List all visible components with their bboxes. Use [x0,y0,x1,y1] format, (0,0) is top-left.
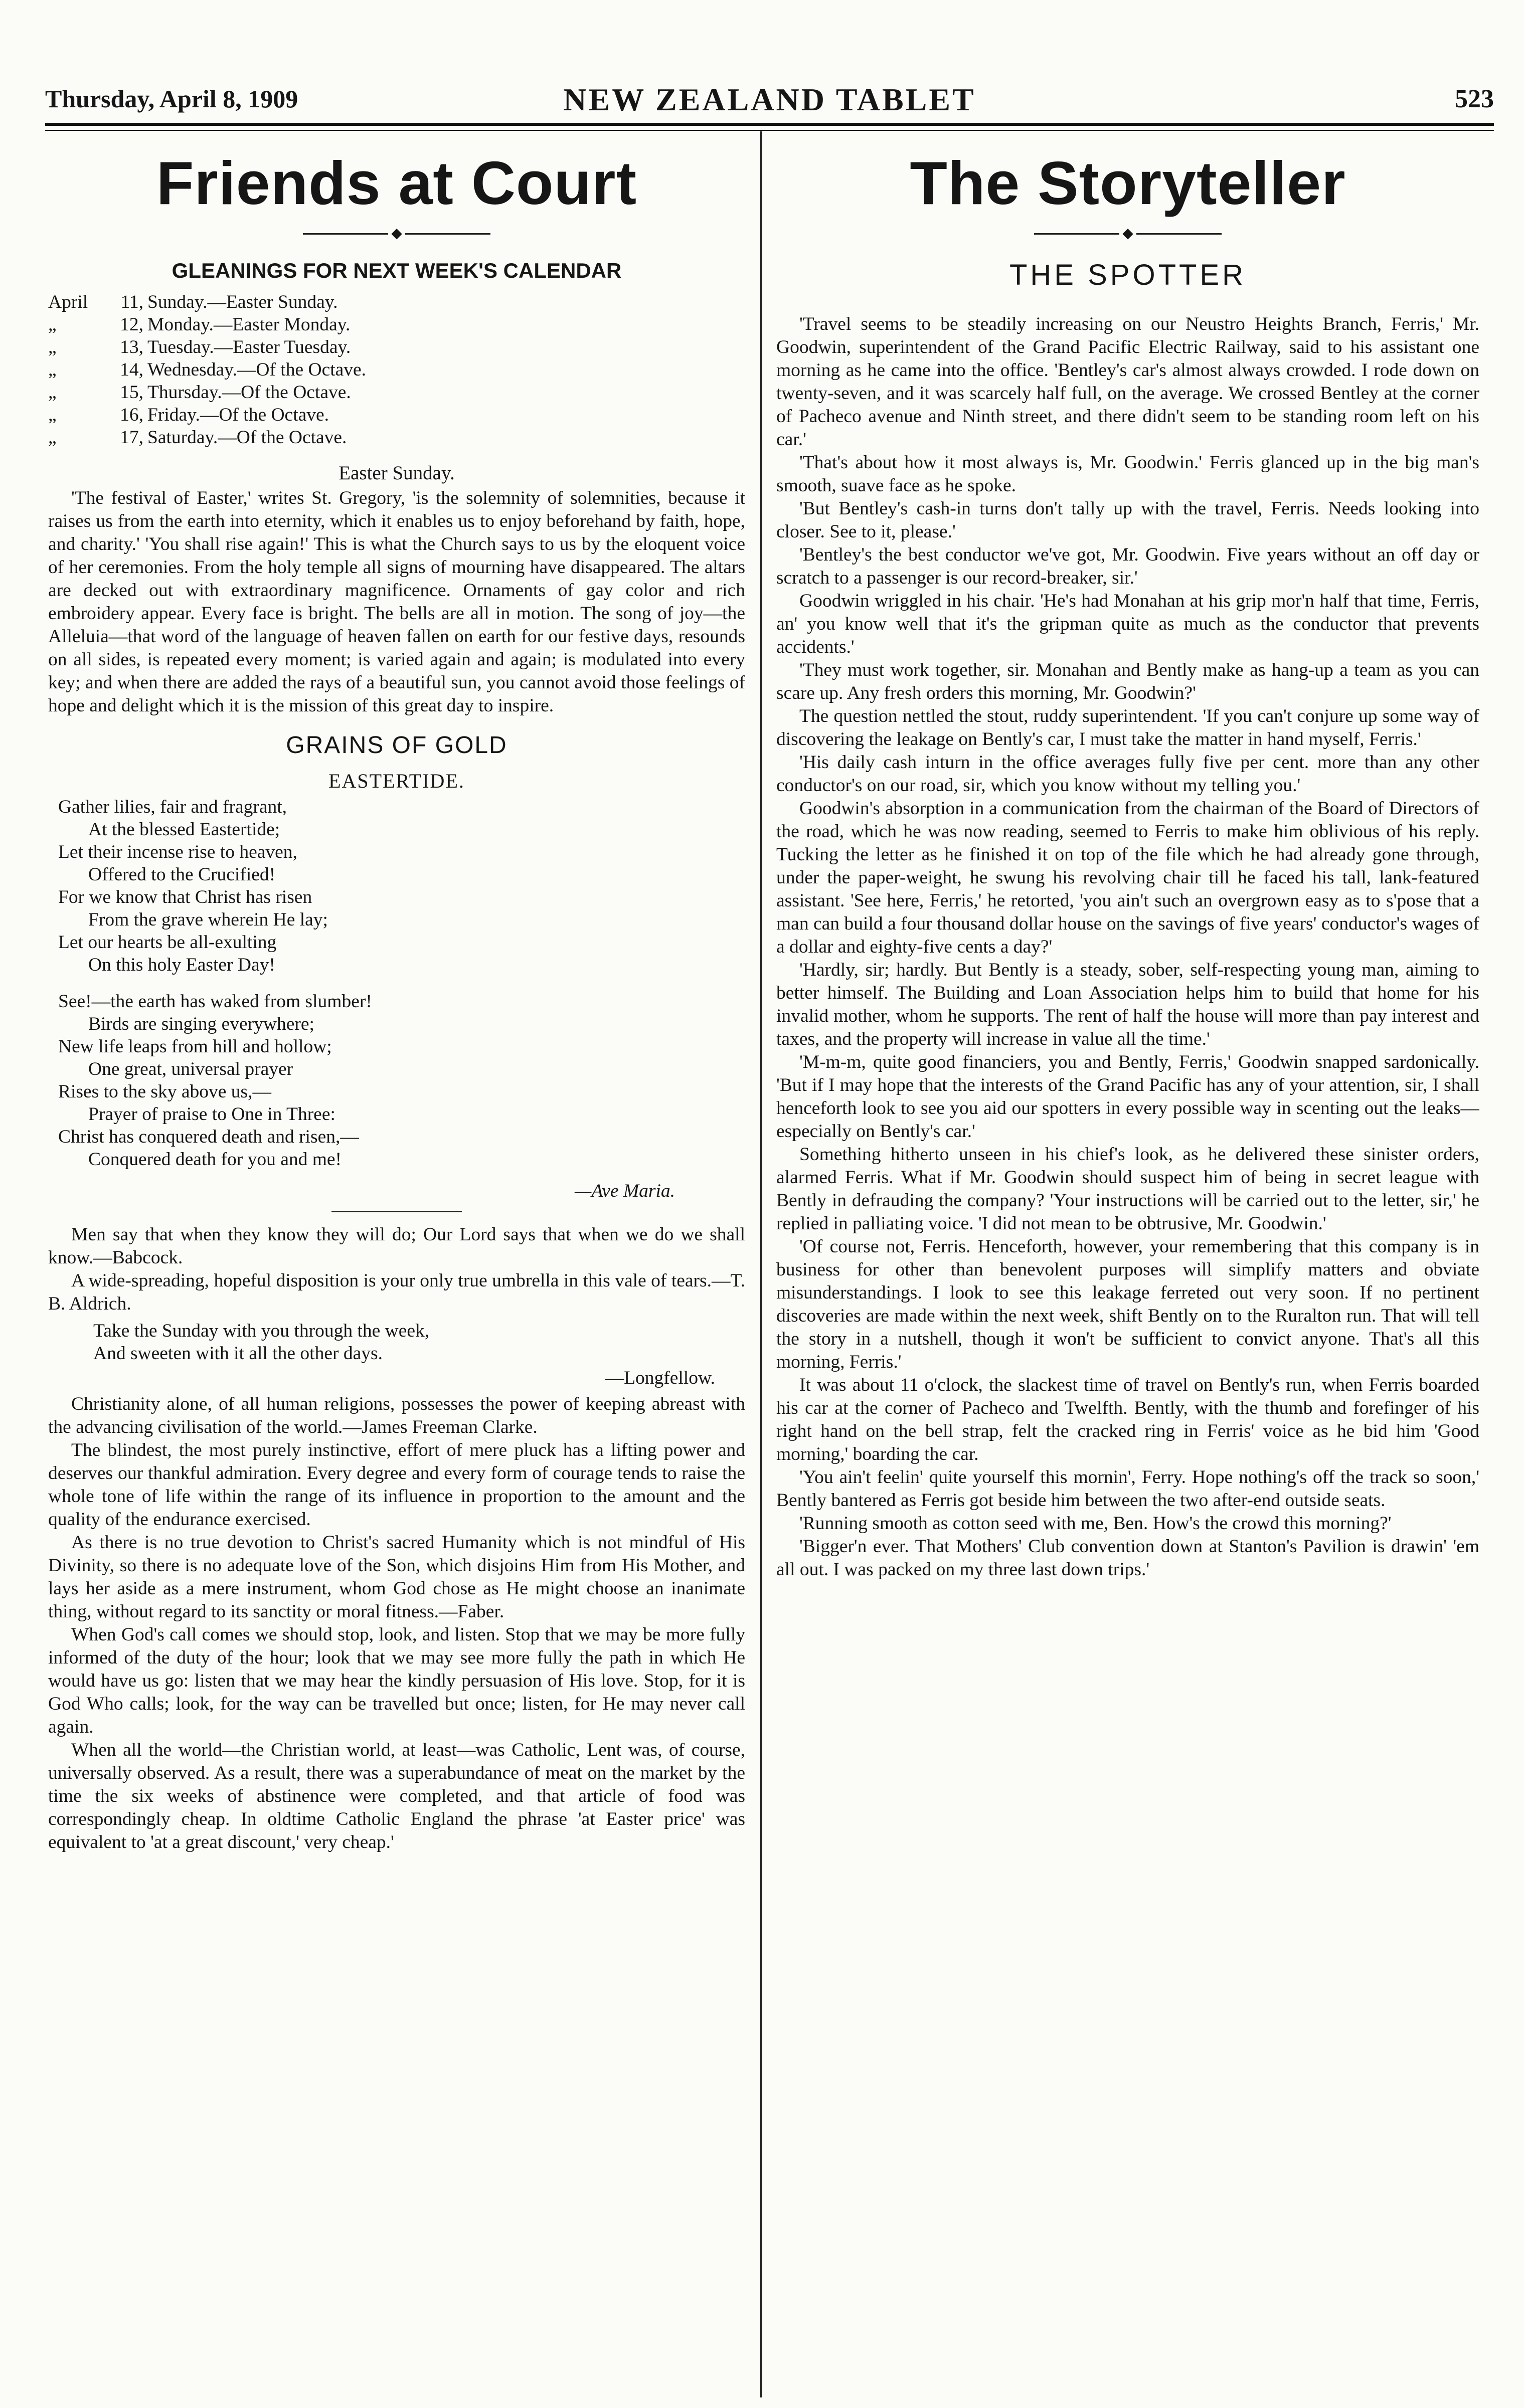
story-paragraph: 'You ain't feelin' quite yourself this mornin', Ferry. Hope nothing's off the track so soon,' Bently bantered as Ferris got beside him between the two after-end outside seats. [776,1467,1479,1511]
story-paragraph: Goodwin wriggled in his chair. 'He's had Monahan at his grip mor'n half that time, Ferris, an' you know well that it's the gripman quite as much as the conductor that prevents accidents.' [776,591,1479,657]
poem-line: Offered to the Crucified! [88,864,276,885]
calendar-day: 12, [120,314,143,335]
poem-line: On this holy Easter Day! [88,955,275,975]
story-paragraph: It was about 11 o'clock, the slackest time of travel on Bently's run, when Ferris boarded his car at the corner of Pacheco and Twelfth. Bently, with the thumb and forefinger of his right hand on the bell strap, felt the cracked ring in Ferris' voice as he bid him 'Good morning,' boarding the car. [776,1375,1479,1464]
calendar-row [48,291,745,313]
grains-of-gold-heading: GRAINS OF GOLD [286,732,507,759]
poem-line: Prayer of praise to One in Three: [88,1104,335,1125]
title-ornament [48,227,745,241]
calendar-row [48,336,745,358]
poem-line: Birds are singing everywhere; [88,1014,314,1034]
calendar-day: 17, [120,427,143,448]
quote-paragraph: As there is no true devotion to Christ's sacred Humanity which is not mindful of His Divinity, so there is no adequate love of the Son, which disjoins Him from His Mother, and lays her aside as a mere instrument, whom God chose as He might choose an inanimate thing, without regard to its sanctity or moral fitness.—Faber. [48,1532,745,1622]
title-ornament [776,227,1479,241]
calendar-month: April [48,292,88,312]
poem-line: Let our hearts be all-exulting [58,932,277,953]
issue-date: Thursday, April 8, 1909 [45,85,298,113]
story-paragraph: 'Bentley's the best conductor we've got, Mr. Goodwin. Five years without an off day or scratch to a passenger is our record-breaker, sir.' [776,544,1479,588]
calendar-month: „ [48,337,57,357]
section-title-storyteller: The Storyteller [910,150,1346,217]
calendar-entry: Friday.—Of the Octave. [147,405,329,425]
story-paragraph: 'Travel seems to be steadily increasing on our Neustro Heights Branch, Ferris,' Mr. Goodwin, superintendent of the Grand Pacific Electric Railway, said to his assistant one morning as he came into the office. 'Bentley's car's almost always crowded. I rode down on twenty-seven, and it was scarcely half full, on the average. We crossed Bentley at the corner of Pacheco avenue and Ninth street, and there didn't seem to be standing room left on his car.' [776,314,1479,450]
poem-line: New life leaps from hill and hollow; [58,1036,332,1057]
section-divider [331,1211,462,1212]
calendar-day: 15, [120,382,143,403]
poem-line: For we know that Christ has risen [58,887,312,907]
calendar-month: „ [48,382,57,403]
calendar-month: „ [48,427,57,448]
poem-eastertide [48,796,745,1171]
header-rule-thick [45,123,1494,126]
story-paragraph: 'That's about how it most always is, Mr. Goodwin.' Ferris glanced up in the big man's smooth, suave face as he spoke. [776,452,1479,496]
diamond-icon: ◆ [1122,226,1133,241]
calendar-entry: Tuesday.—Easter Tuesday. [147,337,351,357]
poem-line: Let their incense rise to heaven, [58,842,297,862]
story-paragraph: The question nettled the stout, ruddy superintendent. 'If you can't conjure up some way of discovering the leakage on Bently's car, I must take the matter in hand myself, Ferris.' [776,706,1479,750]
poem-line: One great, universal prayer [88,1059,293,1079]
verse-attribution: —Longfellow. [605,1368,715,1388]
calendar-entry: Thursday.—Of the Octave. [147,382,351,403]
calendar-month: „ [48,405,57,425]
calendar-row [48,404,745,426]
poem-line: See!—the earth has waked from slumber! [58,991,372,1012]
poem-line: At the blessed Eastertide; [88,819,280,840]
left-column [48,150,745,2391]
verse-line: Take the Sunday with you through the week, [93,1321,430,1341]
calendar-day: 13, [120,337,143,357]
poem-line: Christ has conquered death and risen,— [58,1127,359,1147]
poem-line: From the grave wherein He lay; [88,909,328,930]
easter-heading: Easter Sunday. [338,462,455,484]
section-title-friends-at-court: Friends at Court [156,150,637,217]
poem-title: EASTERTIDE. [328,770,465,792]
story-title: THE SPOTTER [1009,259,1247,291]
story-paragraph: 'Running smooth as cotton seed with me, Ben. How's the crowd this morning?' [799,1513,1392,1534]
story-paragraph: 'His daily cash inturn in the office averages fully five per cent. more than any other conductor's on our road, sir, which you know without my telling you.' [776,752,1479,796]
quote-paragraph: When all the world—the Christian world, at least—was Catholic, Lent was, of course, universally observed. As a result, there was a superabundance of meat on the market by the time the six weeks of abstinence were completed, and that article of food was correspondingly cheap. In oldtime Catholic England the phrase 'at Easter price' was equivalent to 'at a great discount,' very cheap.' [48,1740,745,1853]
calendar-entry: Saturday.—Of the Octave. [147,427,347,448]
verse-longfellow [48,1320,745,1365]
calendar-day: 14, [120,359,143,380]
quote-paragraph: When God's call comes we should stop, look, and listen. Stop that we may be more fully informed of the duty of the hour; look that we may see more fully the path in which He would have us go: listen that we may hear the kindly persuasion of His love. Stop, for it is God Who calls; look, for the way can be travelled but once; listen, for He may never call again. [48,1624,745,1737]
story-paragraph: Something hitherto unseen in his chief's look, as he delivered these sinister orders, alarmed Ferris. What if Mr. Goodwin should suspect him of being in secret league with Bently in defrauding the company? 'Your instructions will be carried out to the letter, sir,' he replied in palliating voice. 'I did not mean to be obtrusive, Mr. Goodwin.' [776,1144,1479,1234]
story-paragraph: 'M-m-m, quite good financiers, you and Bently, Ferris,' Goodwin snapped sardonically. 'But if I may hope that the interests of the Grand Pacific has any of your attention, sir, I shall henceforth look to see you aid our spotters in every possible way in scenting out the leaks—especially on Bently's car.' [776,1052,1479,1142]
calendar-list [48,291,745,449]
right-column [776,150,1479,2391]
story-paragraph: 'But Bentley's cash-in turns don't tally up with the travel, Ferris. Needs looking into closer. See to it, please.' [776,498,1479,542]
story-paragraph: 'Bigger'n ever. That Mothers' Club convention down at Stanton's Pavilion is drawin' 'em all out. I was packed on my three last down trips.' [776,1536,1479,1580]
poem-line: Gather lilies, fair and fragrant, [58,797,287,817]
poem-attribution: —Ave Maria. [575,1181,675,1201]
verse-line: And sweeten with it all the other days. [93,1343,383,1364]
calendar-entry: Monday.—Easter Monday. [147,314,351,335]
calendar-day: 11, [120,292,143,312]
calendar-heading: GLEANINGS FOR NEXT WEEK'S CALENDAR [172,259,622,282]
poem-line: Rises to the sky above us,— [58,1081,271,1102]
calendar-row [48,426,745,449]
diamond-icon: ◆ [391,226,402,241]
calendar-month: „ [48,314,57,335]
calendar-month: „ [48,359,57,380]
page-header [45,84,1494,139]
quote-paragraph: Christianity alone, of all human religions, possesses the power of keeping abreast with the advancing civilisation of the world.—James Freeman Clarke. [48,1394,745,1437]
poem-line: Conquered death for you and me! [88,1149,342,1170]
story-paragraph: 'Of course not, Ferris. Henceforth, however, your remembering that this company is in business for other than benevolent purposes will simplify matters and obviate misunderstandings. I look to see this leakage ferreted out very soon. If no pertinent discoveries are made within the next week, shift Bently on to the Ruralton run. That will tell the story in a nutshell, though it won't be sufficient to convict anyone. That's all this morning, Ferris.' [776,1236,1479,1372]
calendar-entry: Wednesday.—Of the Octave. [147,359,367,380]
story-paragraph: 'They must work together, sir. Monahan and Bently make as hang-up a team as you can scare up. Any fresh orders this morning, Mr. Goodwin?' [776,660,1479,703]
quote-paragraph: A wide-spreading, hopeful disposition is your only true umbrella in this vale of tears.—T. B. Aldrich. [48,1270,745,1314]
story-paragraph: Goodwin's absorption in a communication from the chairman of the Board of Directors of the road, which he was now reading, seemed to Ferris to make him oblivious of his reply. Tucking the letter as he finished it on top of the file which he had already gone through, under the paper-weight, he swung his revolving chair till he faced his tall, lank-featured assistant. 'See here, Ferris,' he retorted, 'you ain't such an overgrown easy as to s'pose that a man can build a four thousand dollar house on the savings of five years' conductor's wages of a dollar and eighty-five cents a day?' [776,798,1479,957]
calendar-day: 16, [120,405,143,425]
story-body [776,313,1479,1581]
quote-paragraph: Men say that when they know they will do; Our Lord says that when we do we shall know.—Babcock. [48,1224,745,1268]
column-divider [760,131,762,2397]
calendar-row [48,358,745,381]
calendar-row [48,313,745,336]
stanza-gap [48,976,745,990]
story-paragraph: 'Hardly, sir; hardly. But Bently is a steady, sober, self-respecting young man, aiming to better himself. The Building and Loan Association helps him to build that home for his invalid mother, whom he supports. The rent of half the house will more than pay interest and taxes, and the property will increase in value all the time.' [776,960,1479,1049]
quote-paragraph: The blindest, the most purely instinctive, effort of mere pluck has a lifting power and deserves our thankful admiration. Every degree and every form of courage tends to raise the whole tone of life within the range of its influence in proportion to the amount and the quality of the endurance exercised. [48,1440,745,1530]
masthead: NEW ZEALAND TABLET [563,82,976,117]
easter-paragraph: 'The festival of Easter,' writes St. Gregory, 'is the solemnity of solemnities, because it raises us from the earth into eternity, which it enables us to enjoy beforehand by faith, hope, and charity.' 'You shall rise again!' This is what the Church says to us by the eloquent voice of her ceremonies. From the holy temple all signs of mourning have disappeared. The altars are decked out with extraordinary magnificence. Ornaments of gay color and rich embroidery appear. Every face is bright. The bells are all in motion. The song of joy—the Alleluia—that word of the language of heaven fallen on earth for our festive days, resounds on all sides, is repeated every moment; is varied again and again; is modulated into every key; and when there are added the rays of a beautiful sun, you cannot avoid those feelings of hope and delight which it is the mission of this great day to inspire. [48,488,745,716]
calendar-row [48,381,745,404]
header-rule-thin [45,130,1494,131]
calendar-entry: Sunday.—Easter Sunday. [147,292,338,312]
page-number: 523 [1455,85,1494,113]
